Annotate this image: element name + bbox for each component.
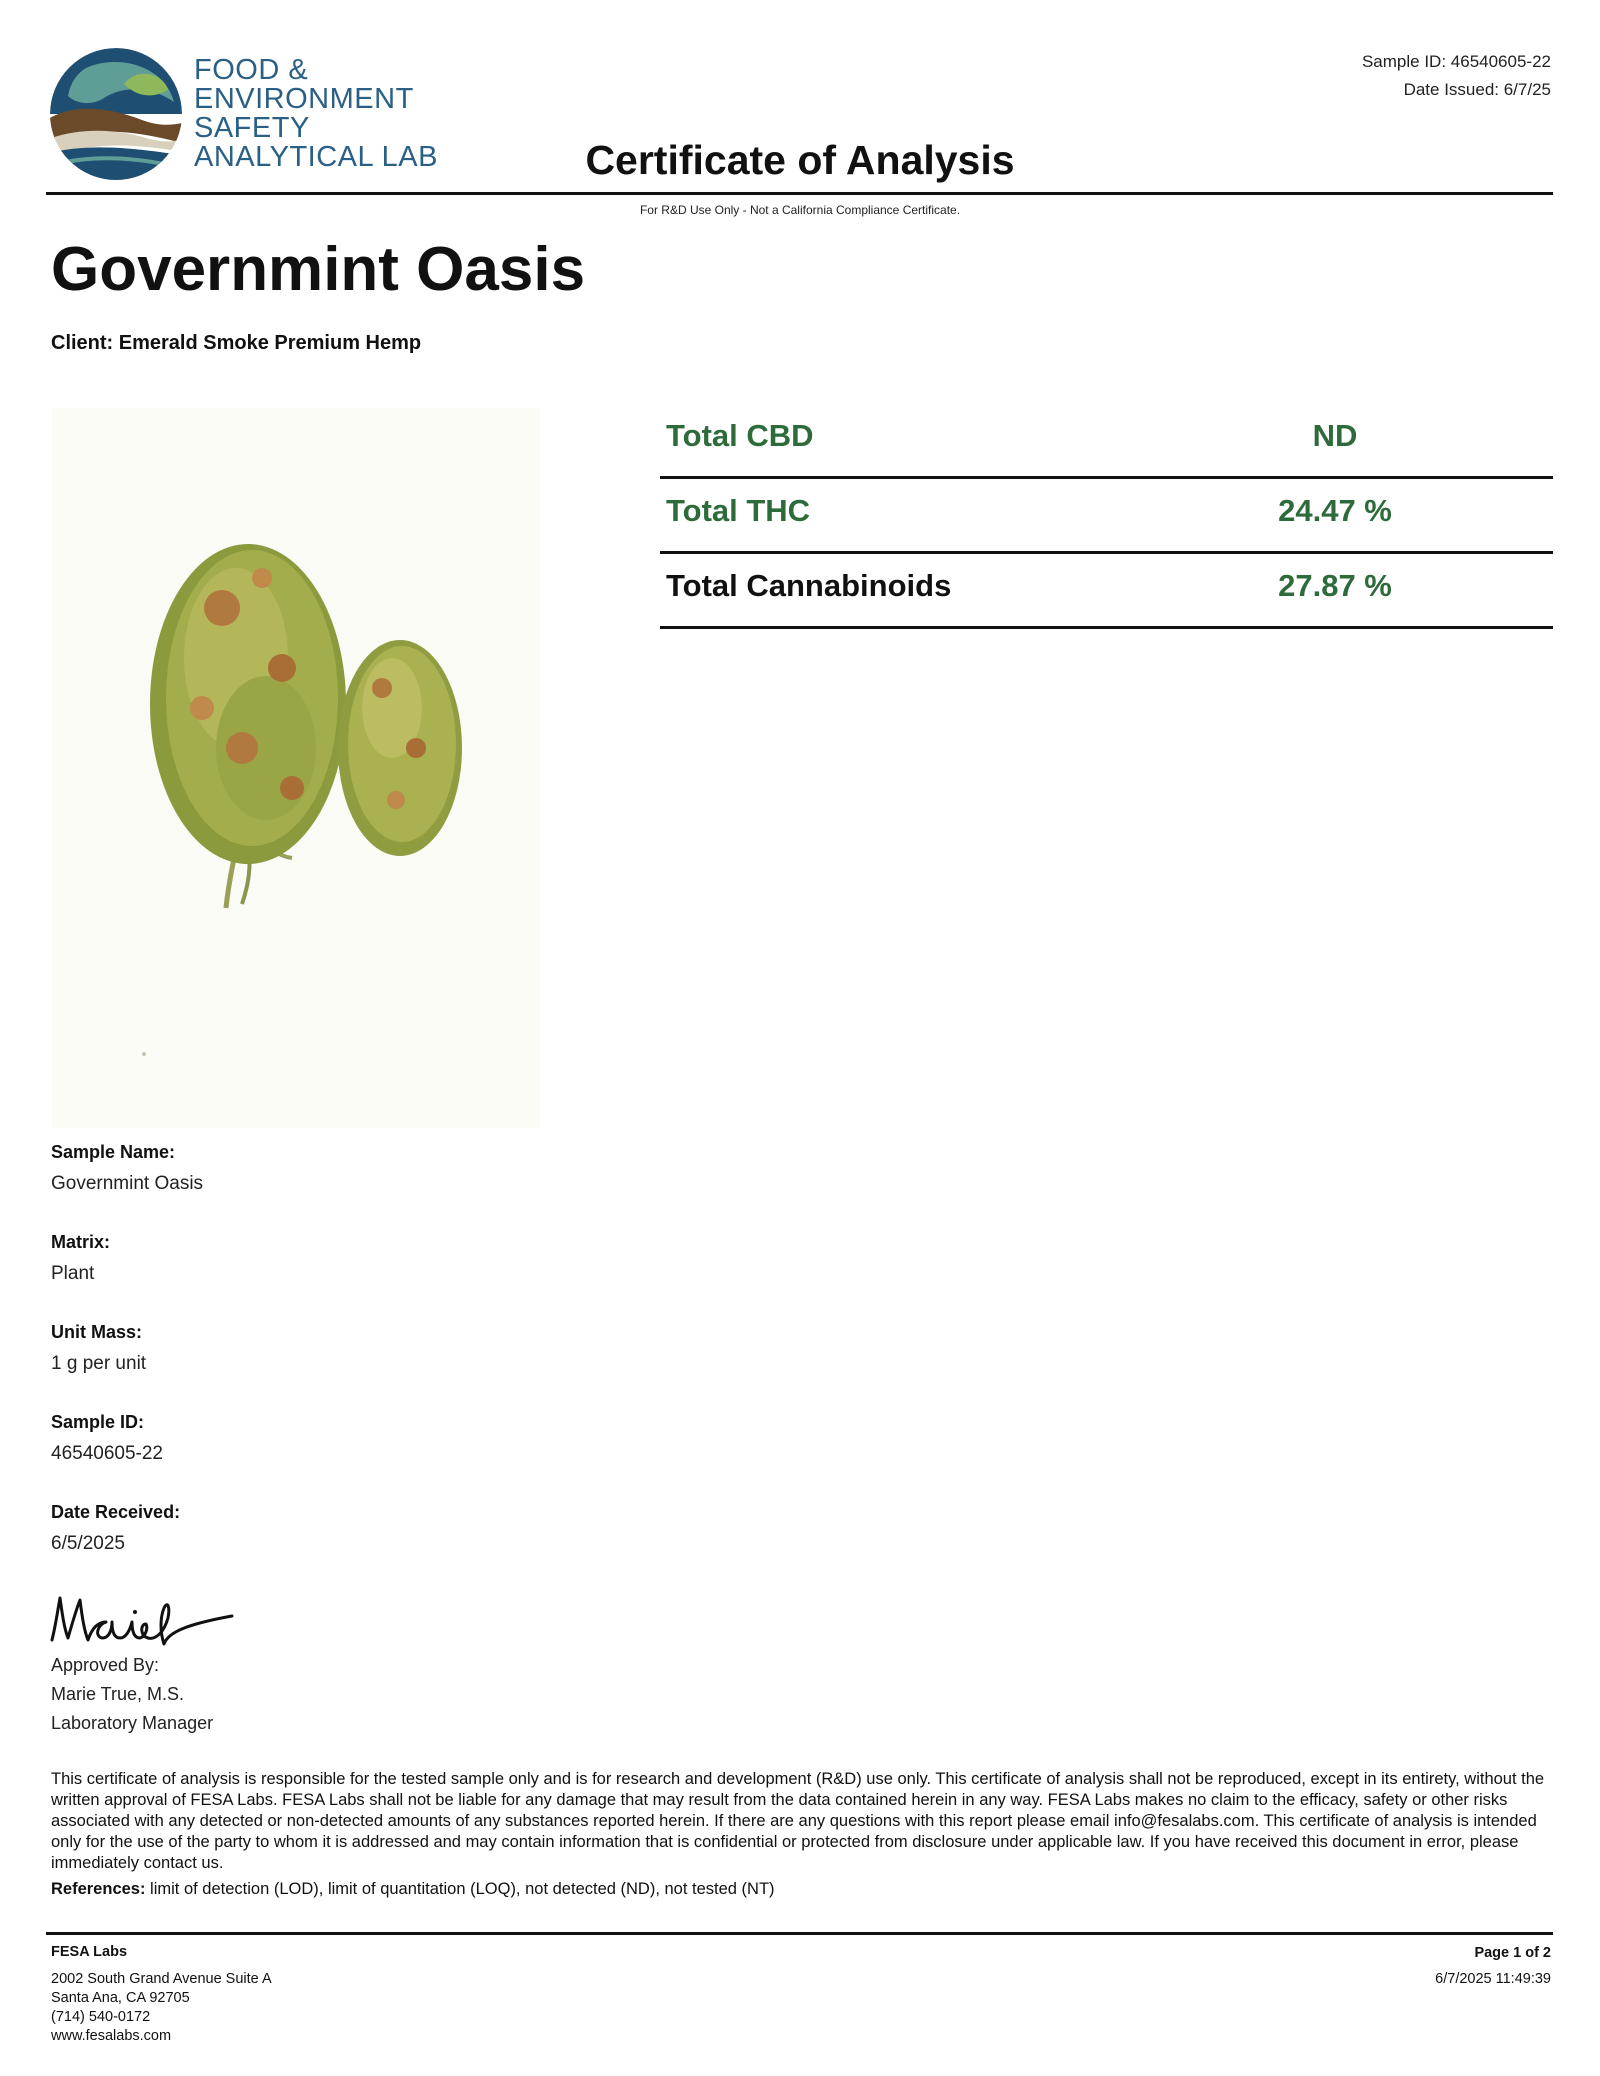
compliance-disclaimer: For R&D Use Only - Not a California Compliance Certificate. (639, 203, 961, 217)
info-label: Sample Name: (51, 1142, 176, 1162)
references-text: limit of detection (LOD), limit of quantitation (LOQ), not detected (ND), not tested (NT) (145, 1880, 775, 1898)
result-label: Total CBD (666, 418, 814, 453)
result-row-total-cbd (660, 404, 1553, 479)
info-value: 1 g per unit (51, 1353, 147, 1374)
footer-page-info (1435, 1943, 1551, 1989)
signature-icon (48, 1588, 238, 1648)
legal-disclaimer: This certificate of analysis is responsible for the tested sample only and is for research and development (R&D) use only. This certificate of analysis shall not be reproduced, except in its entirety, without the written approval of FESA Labs. FESA Labs shall not be liable for any damage that may result from the data contained herein in any way. FESA Labs makes no claim to the efficacy, safety or other risks associated with any detected or non-detected amounts of any substances reported herein. If there are any questions with this report please email info@fesalabs.com. This certificate of analysis is intended only for the use of the party to whom it is addressed and may contain information that is confidential or protected from disclosure under applicable law. If you have received this document in error, please immediately contact us. (51, 1770, 1545, 1872)
info-label: Sample ID: (51, 1412, 145, 1432)
sample-id-header: Sample ID: 46540605-22 (1361, 52, 1551, 71)
result-value: ND (1312, 418, 1358, 453)
info-label: Matrix: (51, 1232, 111, 1252)
result-row-total-cannabinoids (660, 554, 1553, 629)
info-value: Plant (51, 1263, 95, 1284)
product-image (52, 408, 540, 1128)
results-table (660, 404, 1553, 629)
info-sample-id (51, 1410, 551, 1500)
footer-divider (46, 1932, 1553, 1935)
result-label: Total Cannabinoids (666, 568, 952, 603)
footer-address-line-1: 2002 South Grand Avenue Suite A (51, 1971, 272, 1987)
lab-name-line: FOOD & (194, 54, 309, 86)
footer-address (51, 1943, 272, 2046)
date-issued: Date Issued: 6/7/25 (1403, 80, 1551, 99)
references-line (51, 1880, 775, 1899)
info-label: Date Received: (51, 1502, 181, 1522)
result-value: 27.87 % (1278, 568, 1392, 603)
approved-by-label: Approved By: (51, 1655, 160, 1675)
footer-address-line-2: Santa Ana, CA 92705 (51, 1990, 190, 2006)
info-unit-mass (51, 1320, 551, 1410)
footer-timestamp: 6/7/2025 11:49:39 (1435, 1971, 1551, 1987)
info-value: 46540605-22 (51, 1443, 163, 1464)
footer-company: FESA Labs (51, 1944, 128, 1960)
approval-block (51, 1651, 213, 1738)
product-name: Governmint Oasis (51, 235, 586, 304)
page-number: Page 1 of 2 (1474, 1945, 1551, 1961)
info-label: Unit Mass: (51, 1322, 143, 1342)
info-value: Governmint Oasis (51, 1173, 204, 1194)
footer-phone: (714) 540-0172 (51, 2009, 151, 2025)
footer-website[interactable]: www.fesalabs.com (51, 2028, 172, 2044)
approver-title: Laboratory Manager (51, 1713, 214, 1733)
header-divider (46, 192, 1553, 195)
lab-name-line: SAFETY (194, 112, 310, 144)
client-name: Client: Emerald Smoke Premium Hemp (51, 332, 422, 354)
info-date-received (51, 1500, 551, 1590)
info-sample-name (51, 1140, 551, 1230)
result-value: 24.47 % (1278, 493, 1392, 528)
result-label: Total THC (666, 493, 811, 528)
info-matrix (51, 1230, 551, 1320)
sample-meta (1362, 48, 1551, 104)
lab-name-line: ENVIRONMENT (194, 83, 414, 115)
sample-info (51, 1140, 551, 1590)
references-label: References: (51, 1880, 146, 1898)
document-title: Certificate of Analysis (585, 137, 1015, 183)
info-value: 6/5/2025 (51, 1533, 125, 1554)
approver-name: Marie True, M.S. (51, 1684, 185, 1704)
lab-name-line: ANALYTICAL LAB (194, 141, 438, 173)
result-row-total-thc (660, 479, 1553, 554)
